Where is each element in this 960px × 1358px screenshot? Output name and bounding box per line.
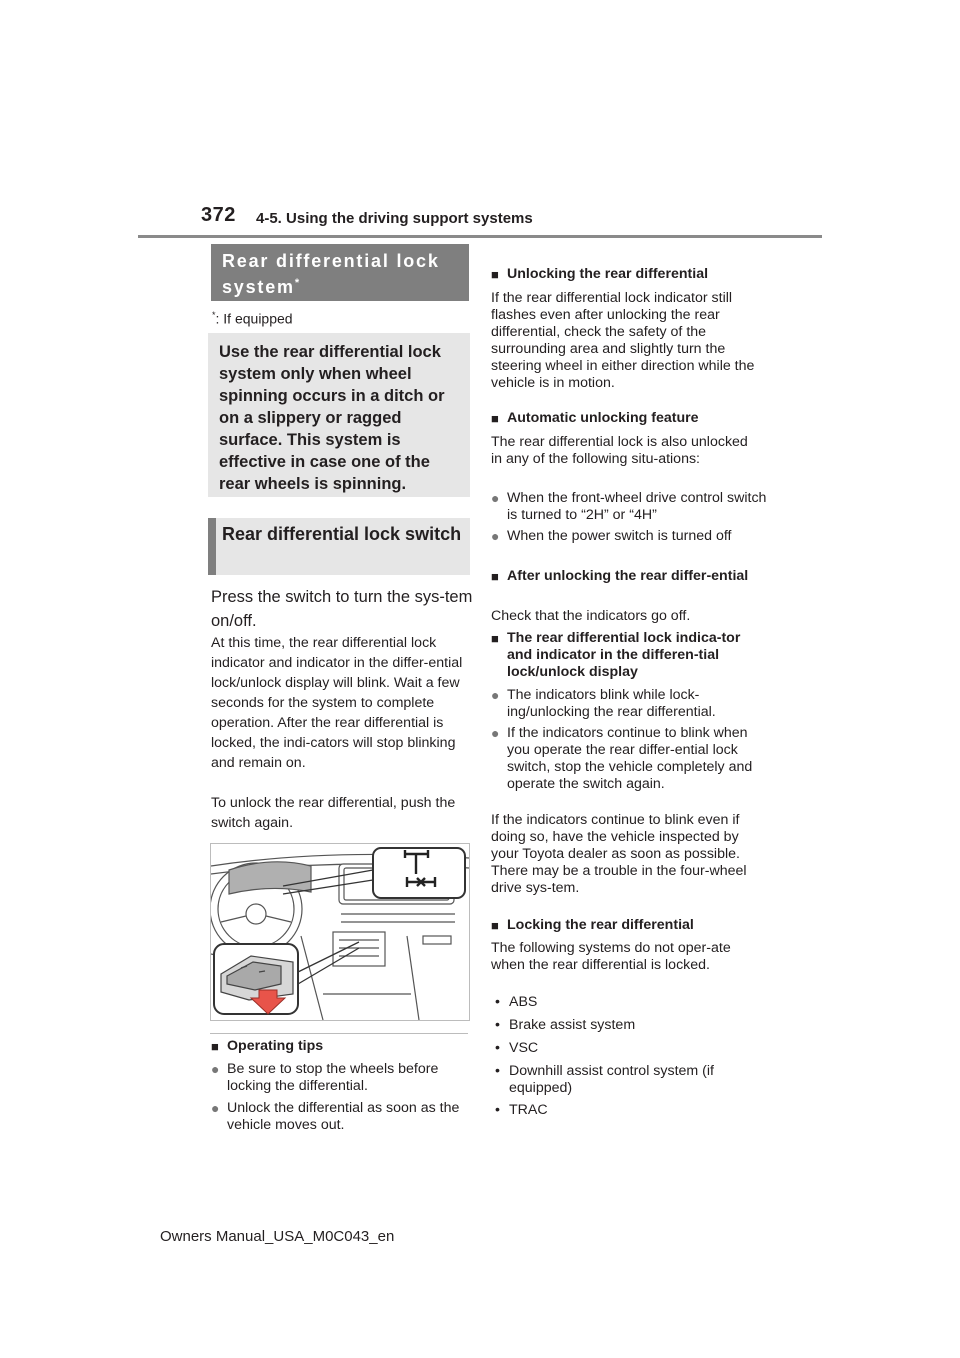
- locking-text: The following systems do not oper-ate when the rear differential is locked.: [491, 940, 731, 973]
- footer-text: Owners Manual_USA_M0C043_en: [160, 1228, 395, 1245]
- list-item: ● When the power switch is turned off: [491, 528, 732, 544]
- list-item: • ABS: [495, 994, 538, 1010]
- after-unlocking-text: Check that the indicators go off.: [491, 608, 691, 624]
- heading-automatic-unlocking: ■ Automatic unlocking feature: [491, 410, 699, 426]
- switch-heading: Rear differential lock switch: [222, 524, 462, 544]
- list-item: ● Unlock the differential as soon as the vehicle moves out.: [211, 1100, 460, 1133]
- intro-box: [208, 333, 470, 497]
- heading-unlocking: ■ Unlocking the rear differential: [491, 266, 709, 282]
- list-item: ● The indicators blink while lock-ing/unlocking the rear differential.: [491, 687, 716, 720]
- lead-text: Press the switch to turn the sys-tem on/off.: [211, 588, 473, 630]
- paragraph-unlock: To unlock the rear differential, push the switch again.: [211, 795, 456, 831]
- unlocking-text: If the rear differential lock indicator still flashes even after unlocking the rear differential, check the safety of the surrounding area and slightly turn the steering wheel in either direction while the vehicle is in motion.: [491, 290, 755, 391]
- page-number: 372: [201, 204, 236, 226]
- list-item: ● When the front-wheel drive control switch is turned to “2H” or “4H”: [491, 490, 767, 523]
- list-item: • TRAC: [495, 1102, 548, 1118]
- list-item: • Brake assist system: [495, 1017, 636, 1033]
- header-rule: [138, 235, 822, 238]
- heading-after-unlocking: ■ After unlocking the rear differ-ential: [491, 568, 749, 584]
- title-footnote-marker: *: [294, 277, 300, 289]
- heading-locking: ■ Locking the rear differential: [491, 917, 694, 933]
- footnote: *: If equipped: [212, 310, 293, 327]
- list-item: ● If the indicators continue to blink when you operate the rear differ-ential lock switch, stop the vehicle completely and operate the switch again.: [491, 725, 753, 792]
- figure-rule: [210, 1033, 468, 1034]
- list-item: ● Be sure to stop the wheels before locking the differential.: [211, 1061, 439, 1094]
- heading-indicator: ■ The rear differential lock indica-tor and indicator in the differen-tial lock/unlock display: [491, 630, 741, 680]
- dashboard-illustration: [211, 844, 469, 1020]
- section-title: 4-5. Using the driving support systems: [256, 210, 533, 227]
- page-title: Rear differential lock system*: [222, 251, 440, 297]
- switch-illustration: [210, 843, 470, 1021]
- switch-heading-band: [208, 518, 470, 575]
- list-item: • VSC: [495, 1040, 539, 1056]
- heading-bar: [208, 518, 216, 575]
- title-band: [211, 244, 469, 301]
- automatic-unlocking-text: The rear differential lock is also unlocked in any of the following situ-ations:: [491, 434, 748, 467]
- list-item: • Downhill assist control system (if equipped): [495, 1063, 714, 1096]
- heading-operating-tips: ■ Operating tips: [211, 1038, 324, 1054]
- indicator-text: If the indicators continue to blink even if doing so, have the vehicle inspected by your Toyota dealer as soon as possible. There may be a trouble in the four-wheel drive sys-tem.: [491, 812, 747, 896]
- paragraph-blink: At this time, the rear differential lock indicator and indicator in the differ-ential lock/unlock display will blink. Wait a few seconds for the system to complete operation. After the rear differential is locked, the indi-cators will stop blinking and remain on.: [211, 635, 463, 771]
- intro-text: Use the rear differential lock system only when wheel spinning occurs in a ditch or on a slippery or ragged surface. This system is effective in case one of the rear wheels is spinning.: [219, 343, 445, 493]
